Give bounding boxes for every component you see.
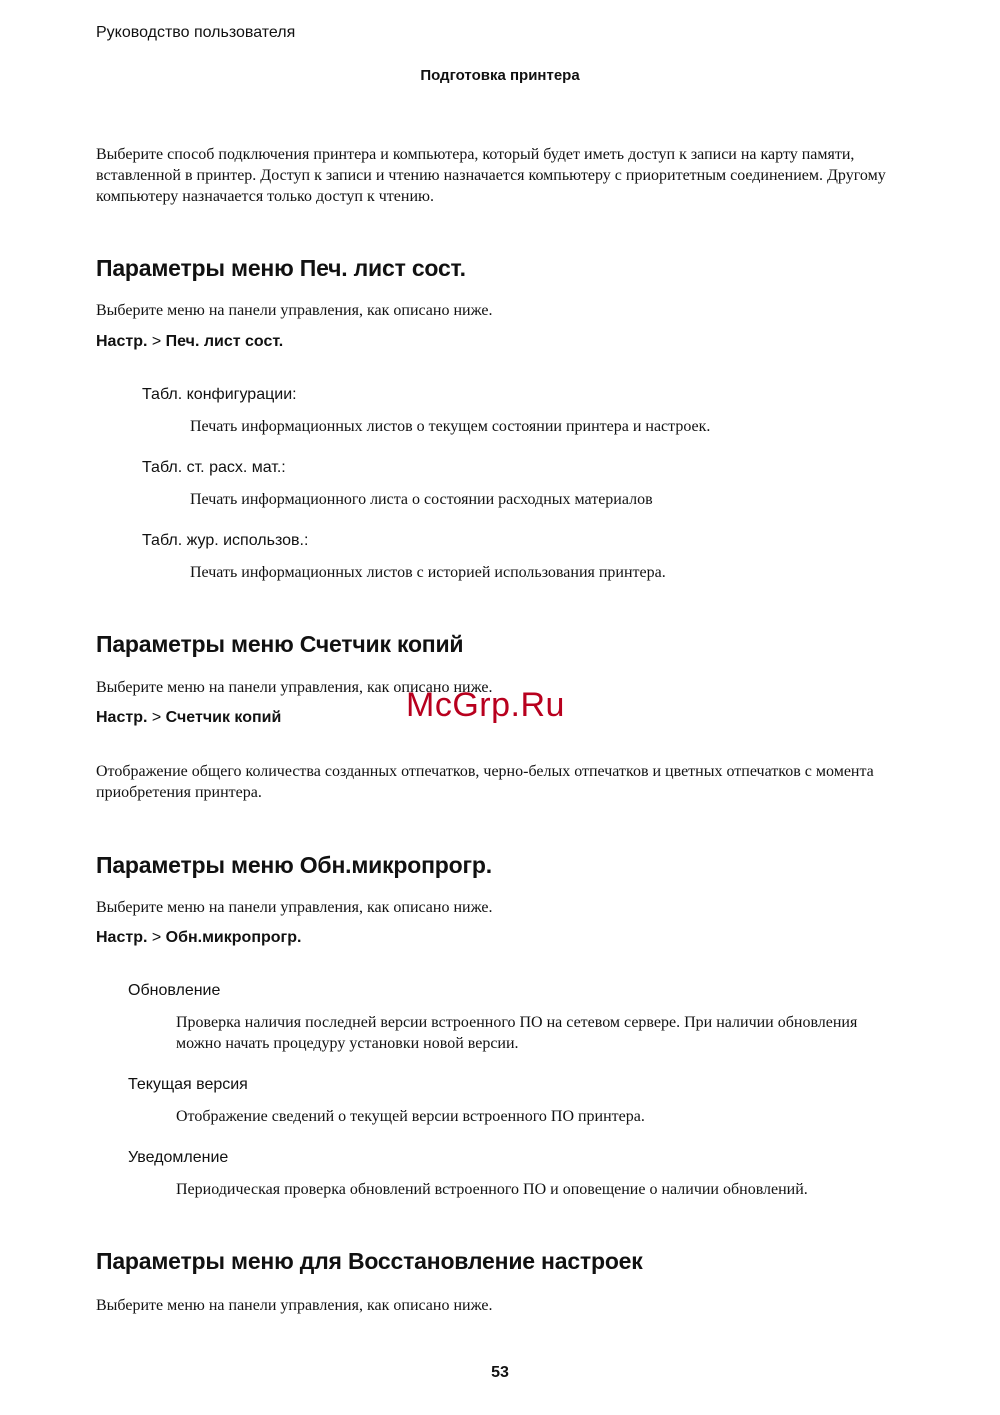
section-lead: Выберите меню на панели управления, как описано ниже.: [96, 1297, 493, 1314]
option-description: Печать информационных листов о текущем состоянии принтера и настроек.: [190, 418, 711, 435]
menu-path-separator: >: [151, 333, 162, 350]
section-lead: Выберите меню на панели управления, как описано ниже.: [96, 302, 493, 319]
chapter-title: Подготовка принтера: [420, 67, 580, 84]
section-heading-restore-settings: Параметры меню для Восстановление настроек: [96, 1248, 643, 1274]
menu-path-leaf: Счетчик копий: [165, 709, 282, 726]
section-heading-status-sheet: Параметры меню Печ. лист сост.: [96, 255, 466, 281]
menu-path-root: Настр.: [96, 333, 148, 350]
section-body: Отображение общего количества созданных отпечатков, черно-белых отпечатков и цветных отпечатков с момента приобретения принтера.: [96, 763, 874, 801]
menu-path-root: Настр.: [96, 929, 148, 946]
menu-path-leaf: Обн.микропрогр.: [165, 929, 302, 946]
section-lead: Выберите меню на панели управления, как описано ниже.: [96, 899, 493, 916]
menu-path-separator: >: [151, 709, 162, 726]
intro-paragraph: Выберите способ подключения принтера и компьютера, который будет иметь доступ к записи на карту памяти, вставленной в принтер. Доступ к записи и чтению назначается компьютеру с приоритетным соединением. Другому компьютеру назначается только доступ к чтению.: [96, 146, 886, 205]
option-description: Отображение сведений о текущей версии встроенного ПО принтера.: [176, 1108, 645, 1125]
option-description: Печать информационных листов с историей использования принтера.: [190, 564, 666, 581]
menu-path-separator: >: [151, 929, 162, 946]
option-term: Уведомление: [128, 1149, 229, 1166]
section-heading-firmware-update: Параметры меню Обн.микропрогр.: [96, 852, 492, 878]
section-heading-copy-counter: Параметры меню Счетчик копий: [96, 631, 464, 657]
menu-path: [96, 929, 301, 947]
page-number: 53: [491, 1364, 509, 1381]
menu-path: [96, 333, 283, 351]
option-description: Периодическая проверка обновлений встроенного ПО и оповещение о наличии обновлений.: [176, 1181, 808, 1198]
option-description: Проверка наличия последней версии встроенного ПО на сетевом сервере. При наличии обновления можно начать процедуру установки новой версии.: [176, 1014, 858, 1052]
menu-path-root: Настр.: [96, 709, 148, 726]
menu-path: [96, 709, 281, 727]
option-description: Печать информационного листа о состоянии расходных материалов: [190, 491, 653, 508]
option-term: Табл. ст. расх. мат.:: [142, 459, 286, 476]
option-term: Обновление: [128, 982, 221, 999]
menu-path-leaf: Печ. лист сост.: [165, 333, 284, 350]
option-term: Табл. жур. использов.:: [142, 532, 309, 549]
section-lead: Выберите меню на панели управления, как описано ниже.: [96, 679, 493, 696]
option-term: Текущая версия: [128, 1076, 248, 1093]
watermark: McGrp.Ru: [406, 686, 565, 724]
running-title: Руководство пользователя: [96, 24, 296, 41]
option-term: Табл. конфигурации:: [142, 386, 297, 403]
